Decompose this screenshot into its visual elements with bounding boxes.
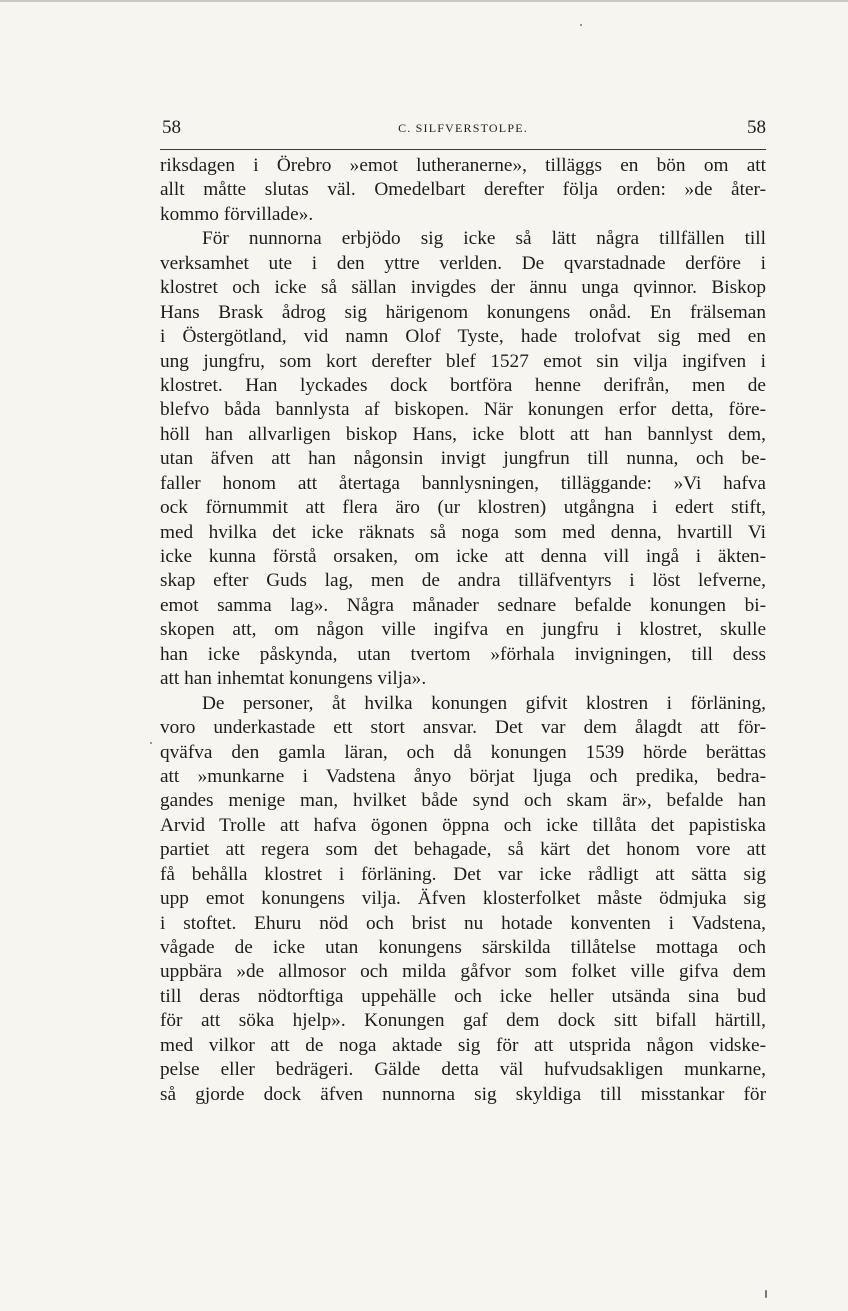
text-line: qväfva den gamla läran, och då konungen 1539 hörde berättas [160, 741, 766, 763]
text-line: ock förnummit att flera äro (ur klostren) utgångna i edert stift, [160, 497, 766, 519]
text-line: för att söka hjelp». Konungen gaf dem dock sitt bifall härtill, [160, 1010, 766, 1032]
text-line: att »munkarne i Vadstena ånyo börjat ljuga och predika, bedra- [160, 765, 766, 787]
text-line: med hvilka det icke räknats så noga som med denna, hvartill Vi [160, 521, 766, 543]
text-line: klostret och icke så sällan invigdes der ännu unga qvinnor. Biskop [160, 277, 766, 299]
text-line: skopen att, om någon ville ingifva en jungfru i klostret, skulle [160, 619, 766, 641]
text-line: uppbära »de allmosor och milda gåfvor som folket ville gifva dem [160, 961, 766, 983]
text-line: till deras nödtorftiga uppehälle och icke heller utsända sina bud [160, 985, 766, 1007]
text-line: så gjorde dock äfven nunnorna sig skyldiga till misstankar för [160, 1083, 766, 1105]
text-line: skap efter Guds lag, men de andra tilläfventyrs i löst lefverne, [160, 570, 766, 592]
text-line: utan äfven att han någonsin invigt jungfrun till nunna, och be- [160, 448, 766, 470]
text-line: att han inhemtat konungens vilja». [160, 668, 427, 690]
text-line: icke kunna förstå orsaken, om icke att denna vill ingå i äkten- [160, 546, 766, 567]
scan-speck [150, 742, 152, 744]
body-text [160, 154, 766, 1107]
text-line: faller honom att återtaga bannlysningen, tilläggande: »Vi hafva [160, 472, 766, 494]
text-line: riksdagen i Örebro »emot lutheranerne», tilläggs en bön om att [160, 155, 766, 176]
text-line: verksamhet ute i den yttre verlden. De qvarstadnade derföre i [160, 252, 766, 274]
text-line: kommo förvillade». [160, 203, 314, 225]
text-line: blefvo båda bannlysta af biskopen. När konungen erfor detta, före- [160, 399, 766, 421]
text-line: Arvid Trolle att hafva ögonen öppna och icke tillåta det papistiska [160, 814, 766, 836]
text-line: upp emot konungens vilja. Äfven klosterfolket måste ödmjuka sig [160, 888, 766, 910]
text-line: höll han allvarligen biskop Hans, icke blott att han bannlyst dem, [160, 423, 766, 445]
text-line: han icke påskynda, utan tvertom »förhala invigningen, till dess [160, 643, 766, 665]
text-line: pelse eller bedrägeri. Gälde detta väl hufvudsakligen munkarne, [160, 1059, 766, 1081]
text-line: i Östergötland, vid namn Olof Tyste, hade trolofvat sig med en [160, 326, 766, 348]
page-top-edge [0, 0, 848, 2]
text-line: För nunnorna erbjödo sig icke så lätt några tillfällen till [202, 228, 766, 250]
text-line: gandes menige man, hvilket både synd och skam är», befalde han [160, 790, 766, 812]
text-line: Hans Brask ådrog sig härigenom konungens onåd. En frälseman [160, 301, 766, 323]
running-head: C. SILFVERSTOLPE. [398, 121, 528, 135]
text-line: De personer, åt hvilka konungen gifvit klostren i förläning, [202, 692, 766, 714]
text-line: voro underkastade ett stort ansvar. Det var dem ålagdt att för- [160, 717, 766, 739]
page-number-left: 58 [162, 117, 181, 138]
text-line: få behålla klostret i förläning. Det var icke rådligt att sätta sig [160, 863, 766, 885]
text-line: partiet att regera som det behagade, så kärt det honom vore att [160, 839, 766, 861]
page-number-right: 58 [747, 117, 766, 138]
text-line: emot samma lag». Några månader sednare befalde konungen bi- [160, 594, 766, 616]
scan-speck [765, 1290, 767, 1298]
text-line: allt måtte slutas väl. Omedelbart derefter följa orden: »de åter- [160, 179, 766, 201]
text-line: i stoftet. Ehuru nöd och brist nu hotade konventen i Vadstena, [160, 912, 766, 934]
text-line: med vilkor att de noga aktade sig för att utsprida någon vidske- [160, 1034, 766, 1056]
page-header [160, 117, 766, 141]
scan-speck [580, 24, 582, 26]
header-rule [160, 149, 766, 150]
text-line: ung jungfru, som kort derefter blef 1527 emot sin vilja ingifven i [160, 350, 766, 372]
text-line: vågade de icke utan konungens särskilda tillåtelse mottaga och [160, 937, 766, 958]
text-line: klostret. Han lyckades dock bortföra henne derifrån, men de [160, 374, 766, 396]
